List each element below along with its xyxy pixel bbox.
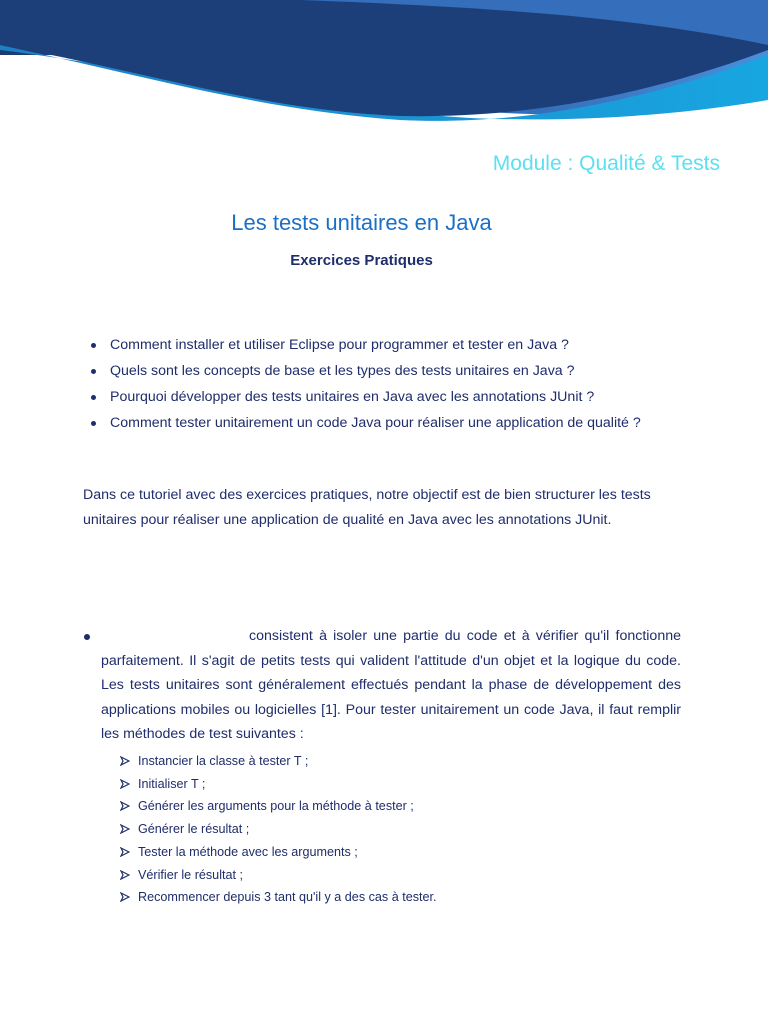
list-item: Comment installer et utiliser Eclipse pour programmer et tester en Java ? xyxy=(88,332,728,358)
arrow-bullet-icon xyxy=(120,824,130,834)
bullet-icon xyxy=(84,634,90,640)
list-item: Générer le résultat ; xyxy=(120,818,437,841)
list-item: Instancier la classe à tester T ; xyxy=(120,750,437,773)
arrow-bullet-icon xyxy=(120,756,130,766)
page-subtitle: Exercices Pratiques xyxy=(290,252,433,269)
definition-block xyxy=(81,624,681,747)
list-item: Recommencer depuis 3 tant qu'il y a des cas à tester. xyxy=(120,886,437,909)
list-item: Quels sont les concepts de base et les types des tests unitaires en Java ? xyxy=(88,358,728,384)
bullet-icon xyxy=(91,343,96,348)
intro-paragraph: Dans ce tutoriel avec des exercices pratiques, notre objectif est de bien structurer les tests unitaires pour réaliser une application de qualité en Java avec les annotations JUnit. xyxy=(83,487,651,528)
bullet-icon xyxy=(91,395,96,400)
list-item: Comment tester unitairement un code Java pour réaliser une application de qualité ? xyxy=(88,410,728,436)
arrow-bullet-icon xyxy=(120,779,130,789)
list-item: Pourquoi développer des tests unitaires en Java avec les annotations JUnit ? xyxy=(88,384,728,410)
page-title: Les tests unitaires en Java xyxy=(231,210,492,235)
list-item: Générer les arguments pour la méthode à tester ; xyxy=(120,795,437,818)
arrow-bullet-icon xyxy=(120,892,130,902)
steps-list xyxy=(120,750,437,909)
bullet-icon xyxy=(91,421,96,426)
arrow-bullet-icon xyxy=(120,847,130,857)
list-item: Vérifier le résultat ; xyxy=(120,864,437,887)
question-list xyxy=(88,332,728,436)
list-item: Initialiser T ; xyxy=(120,773,437,796)
arrow-bullet-icon xyxy=(120,870,130,880)
definition-text: consistent à isoler une partie du code et à vérifier qu'il fonctionne parfaitement. Il s'agit de petits tests qui valident l'attitude d'un objet et la logique du code. Les tests unitaires sont généralement effectués pendant la phase de développement des applications mobiles ou logicielles [1]. Pour tester unitairement un code Java, il faut remplir les méthodes de test suivantes : xyxy=(101,628,681,743)
bullet-icon xyxy=(91,369,96,374)
list-item: Tester la méthode avec les arguments ; xyxy=(120,841,437,864)
arrow-bullet-icon xyxy=(120,801,130,811)
definition-paragraph xyxy=(101,624,681,747)
module-label: Module : Qualité & Tests xyxy=(492,152,720,175)
header-wave-banner xyxy=(0,0,768,140)
